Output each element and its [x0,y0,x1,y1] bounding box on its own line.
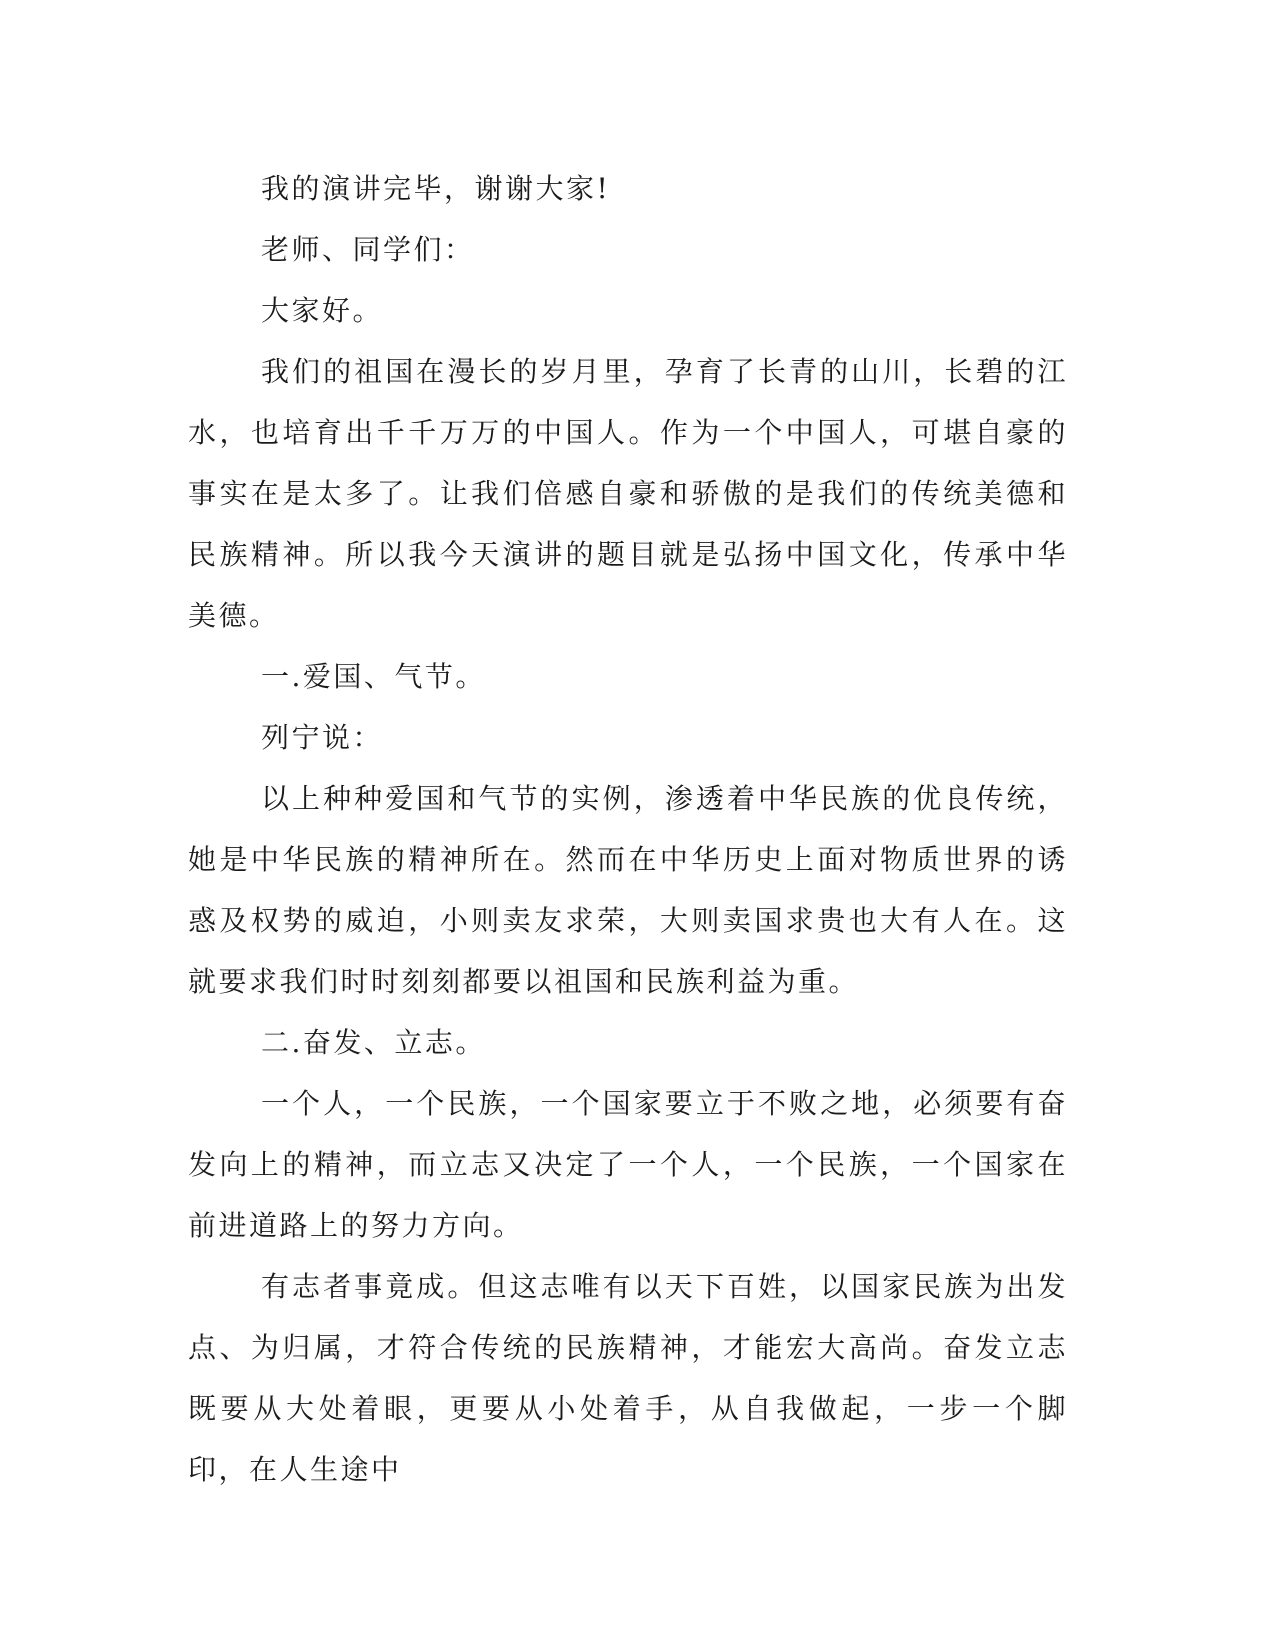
paragraph-intro: 我们的祖国在漫长的岁月里，孕育了长青的山川，长碧的江水，也培育出千千万万的中国人。作为一个中国人，可堪自豪的事实在是太多了。让我们倍感自豪和骄傲的是我们的传统美德和民族精神。所以我今天演讲的题目就是弘扬中国文化，传承中华美德。 [188,355,1068,632]
paragraph-patriotism-body: 以上种种爱国和气节的实例，渗透着中华民族的优良传统，她是中华民族的精神所在。然而在中华历史上面对物质世界的诱惑及权势的威迫，小则卖友求荣，大则卖国求贵也大有人在。这就要求我们时时刻刻都要以祖国和民族利益为重。 [188,782,1068,998]
paragraph-closing: 我的演讲完毕，谢谢大家! [261,172,611,205]
document-body [188,158,1068,1500]
section-heading-patriotism: 一.爱国、气节。 [261,660,486,693]
paragraph-ambition-continued: 有志者事竟成。但这志唯有以天下百姓，以国家民族为出发点、为归属，才符合传统的民族精神，才能宏大高尚。奋发立志既要从大处着眼，更要从小处着手，从自我做起，一步一个脚印，在人生途中 [188,1270,1068,1486]
paragraph-ambition-body: 一个人，一个民族，一个国家要立于不败之地，必须要有奋发向上的精神，而立志又决定了一个人，一个民族，一个国家在前进道路上的努力方向。 [188,1087,1068,1242]
paragraph-lenin-quote: 列宁说： [261,721,384,754]
paragraph-salutation: 老师、同学们： [261,233,475,266]
paragraph-greeting: 大家好。 [261,294,384,327]
section-heading-ambition: 二.奋发、立志。 [261,1026,486,1059]
